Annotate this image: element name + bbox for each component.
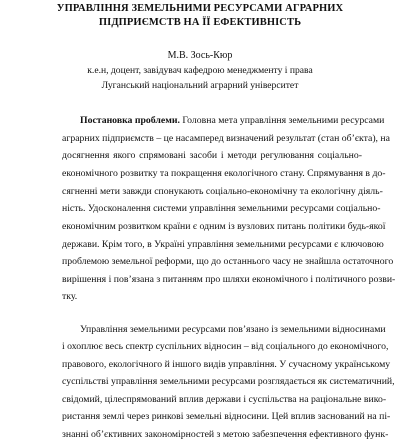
paragraph-1-line: тку. <box>62 291 78 302</box>
paragraph-1-first-line <box>80 114 385 127</box>
section-heading: Постановка проблеми. <box>80 115 180 126</box>
paragraph-1-line: аграрних підприємств – це насамперед визначений результат (стан об’єкта), на <box>62 133 390 144</box>
paragraph-1-line: держави. Крім того, в Україні управління земельними ресурсами є ключовою <box>62 239 384 250</box>
paragraph-1-line: економічним розвитком країни є одним із вузлових питань політики будь-якої <box>62 221 386 232</box>
paper-title-line-2: ПІДПРИЄМСТВ НА ЇЇ ЕФЕКТИВНІСТЬ <box>98 17 302 28</box>
paragraph-2-line: правового, екологічного й іншого видів управління. У сучасному українському <box>62 359 391 370</box>
author-organization: Луганський національний аграрний університет <box>101 80 299 91</box>
paragraph-2-line: свідомий, цілеспрямований вплив держави і суспільства на раціональне вико- <box>62 394 387 405</box>
paragraph-2-first-line: Управління земельними ресурсами пов’язано із земельними відносинами <box>80 324 386 335</box>
paragraph-2-line: знанні об’єктивних закономірностей з метою забезпечення ефективного функ- <box>62 429 389 440</box>
paragraph-1-first-text: Головна мета управління земельними ресурсами <box>179 115 385 126</box>
paragraph-2-line: суспільстві управління земельними ресурсами розглядається як систематичний, <box>62 376 395 387</box>
author-name: М.В. Зось-Кюр <box>167 50 233 61</box>
paragraph-1-line: проблемою земельної реформи, що до останнього часу не знайшла остаточного <box>62 256 394 267</box>
author-position: к.е.н, доцент, завідувач кафедрою менеджменту і права <box>87 65 313 76</box>
paragraph-1-line: вирішення і пов’язана з питанням про шляхи економічного і політичного розви- <box>62 274 396 285</box>
paragraph-1-line: ність. Удосконалення системи управління земельними ресурсами соціально- <box>62 203 381 214</box>
paragraph-2-line: і охоплює весь спектр суспільних відносин – від соціального до економічного, <box>62 341 389 352</box>
paragraph-1-line: економічного розвитку та покращення екологічного стану. Спрямування в до- <box>62 168 386 179</box>
paper-title-line-1: УПРАВЛІННЯ ЗЕМЕЛЬНИМИ РЕСУРСАМИ АГРАРНИХ <box>56 3 344 14</box>
paragraph-1-line: сягненні мети завжди спонукають соціально-економічну та екологічну діяль- <box>62 186 383 197</box>
paragraph-2-line: ристання землі через ринкові земельні відносини. Цей вплив заснований на пі- <box>62 411 391 422</box>
paragraph-1-line: досягнення якого спрямовані засоби і методи регулювання соціально- <box>62 150 362 161</box>
